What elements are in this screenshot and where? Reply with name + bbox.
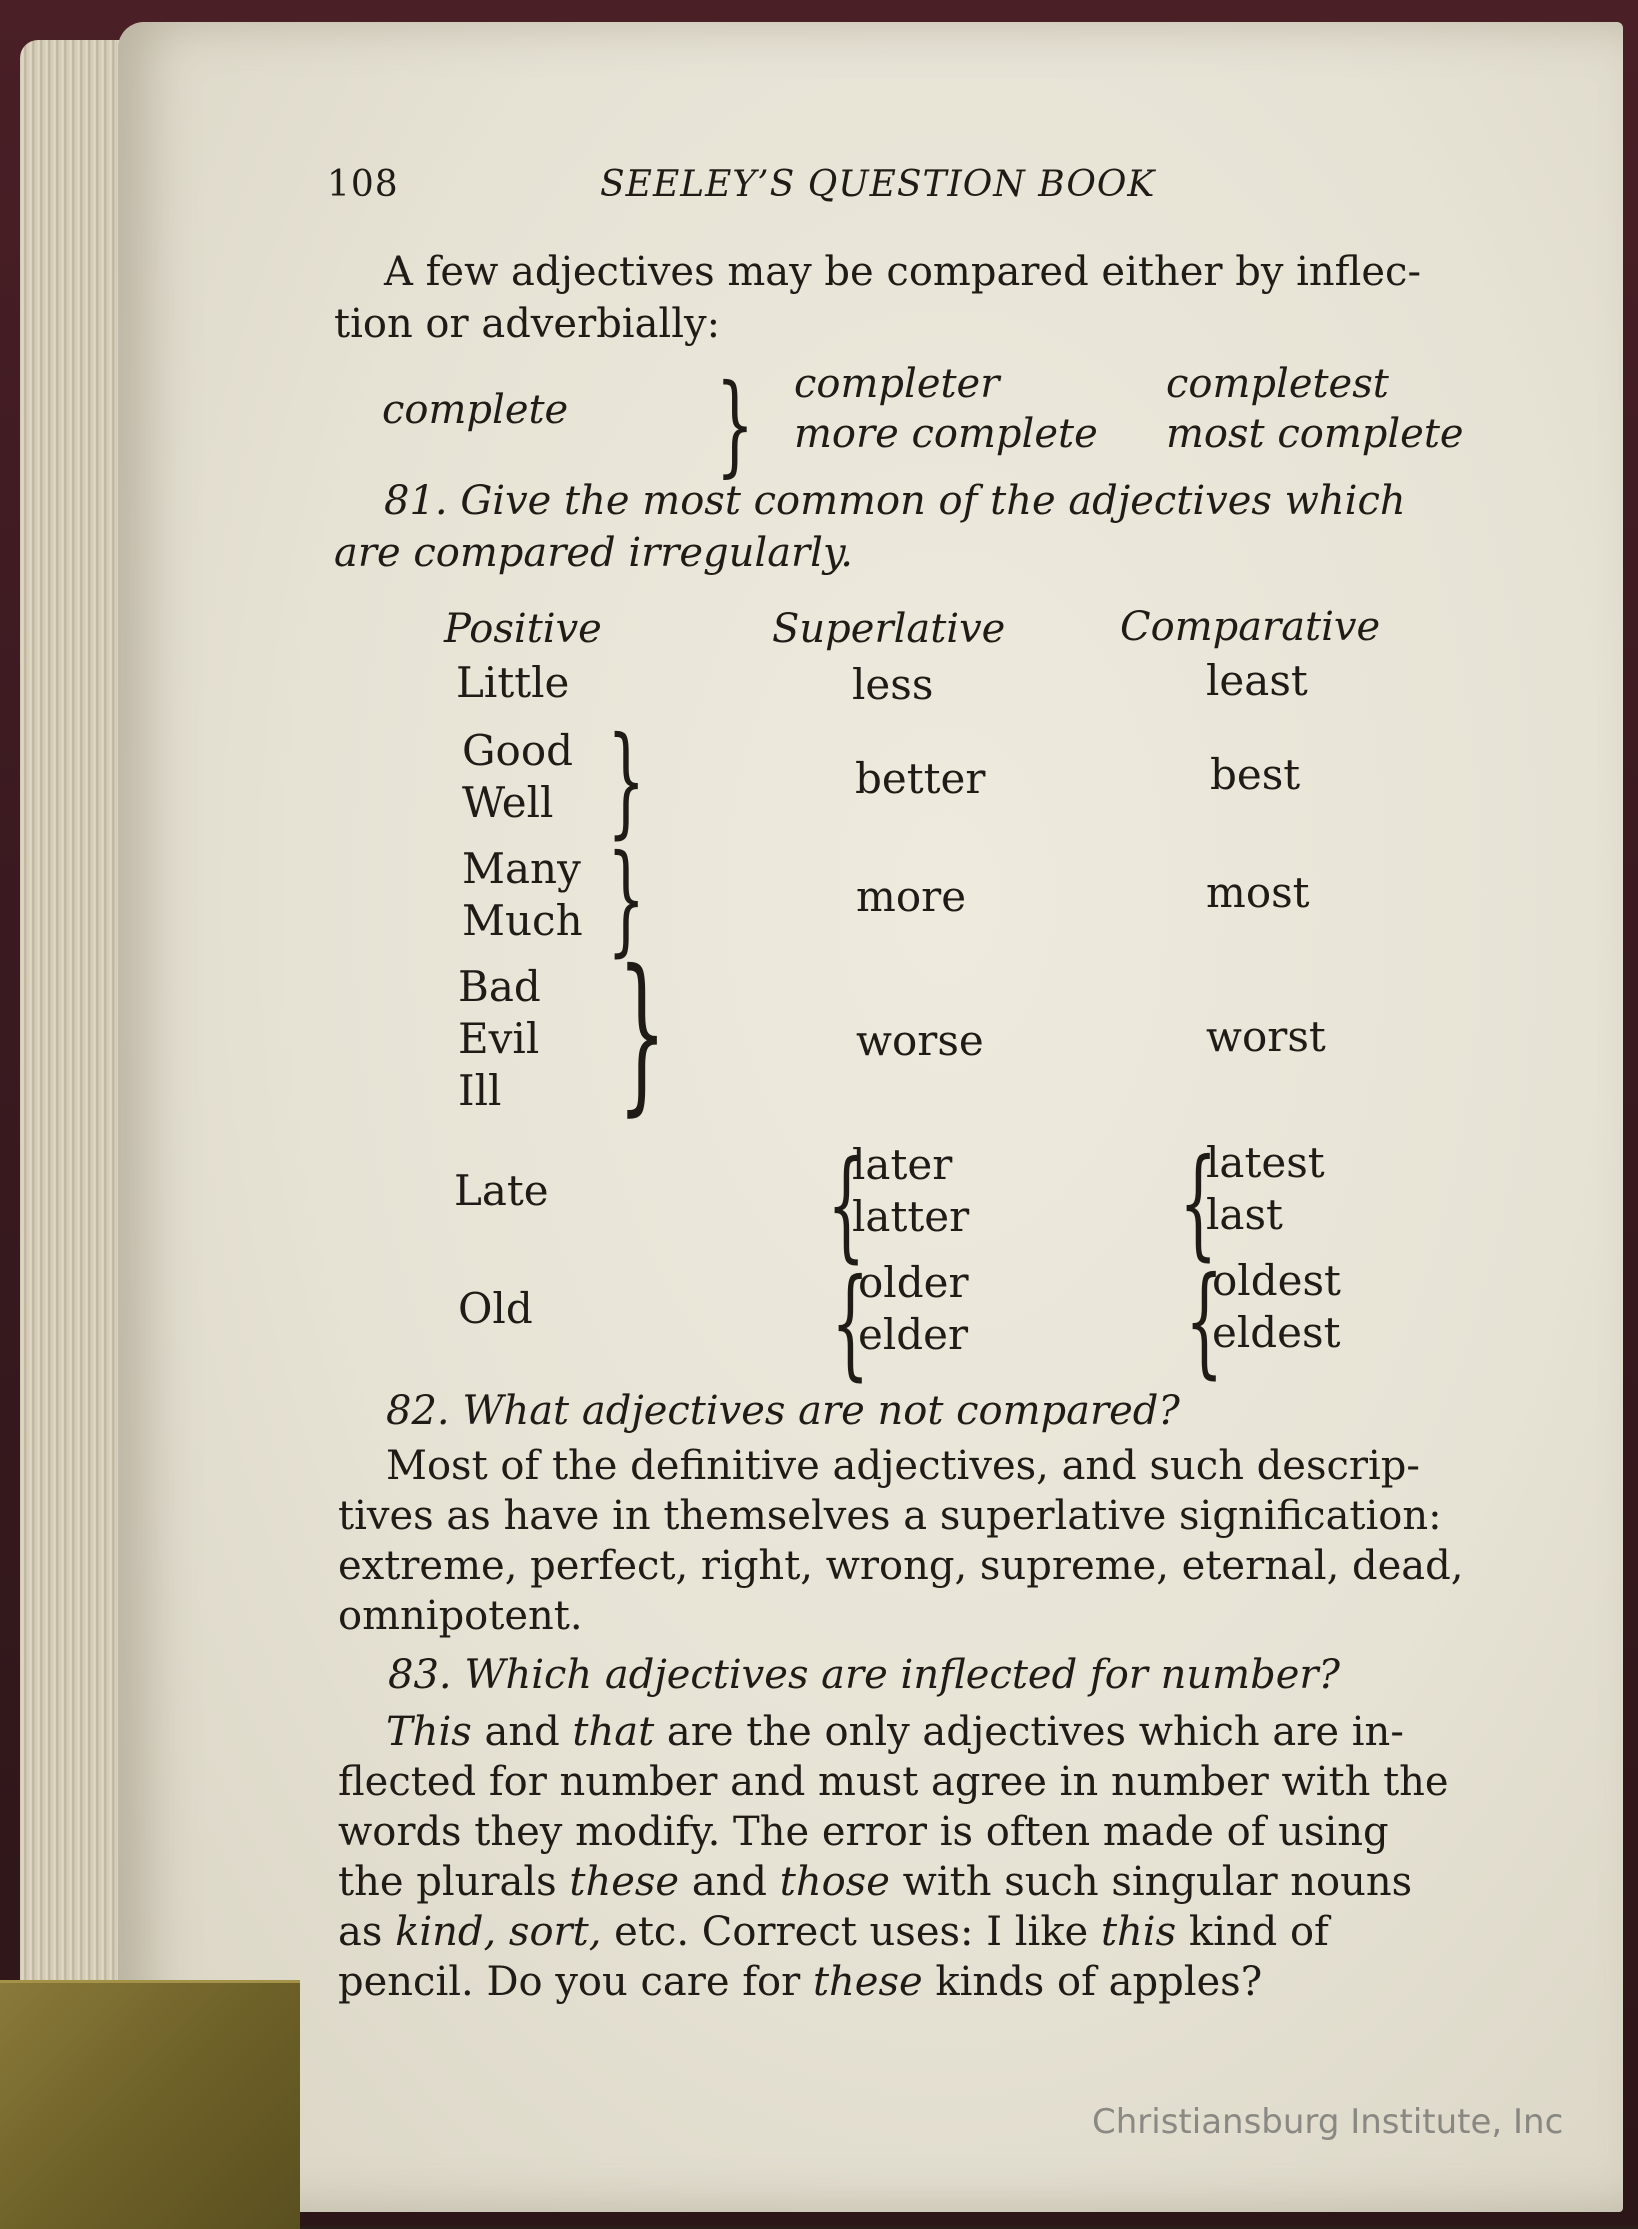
- table-row-little-second: less: [852, 660, 934, 709]
- example-superlative-2: most complete: [1166, 411, 1464, 457]
- table-row-good-brace: }: [607, 712, 646, 851]
- table-row-old-third-1: oldest: [1212, 1256, 1341, 1305]
- table-row-little-positive: Little: [456, 658, 570, 707]
- table-row-old-second-1: older: [858, 1258, 969, 1307]
- table-row-old-brace-2: {: [1185, 1252, 1224, 1391]
- table-row-old-positive: Old: [458, 1284, 533, 1333]
- text-span: and: [679, 1859, 780, 1905]
- answer-83-line-6: [338, 1958, 1262, 2007]
- page-number: 108: [327, 164, 399, 205]
- example-comparative-1: completer: [794, 361, 1000, 407]
- table-row-late-third-2: last: [1206, 1190, 1283, 1239]
- question-82: 82. What adjectives are not compared?: [386, 1388, 1180, 1434]
- table-row-bad-positive-1: Bad: [458, 962, 541, 1011]
- table-row-old-second-2: elder: [858, 1310, 969, 1359]
- table-row-good-third: best: [1210, 750, 1301, 799]
- table-row-bad-positive-3: Ill: [458, 1066, 502, 1115]
- table-row-late-brace-1: {: [827, 1136, 866, 1275]
- italic-these: these: [569, 1859, 680, 1905]
- text-span: kind of: [1176, 1909, 1329, 1955]
- table-header-positive: Positive: [444, 606, 602, 652]
- table-row-old-brace-1: {: [831, 1254, 870, 1393]
- answer-83-line-2: flected for number and must agree in number with the: [338, 1759, 1449, 1805]
- table-row-late-brace-2: {: [1179, 1134, 1218, 1273]
- table-row-late-positive: Late: [454, 1166, 549, 1215]
- intro-line-2: tion or adverbially:: [334, 301, 721, 347]
- question-83: 83. Which adjectives are inflected for number?: [388, 1652, 1340, 1698]
- running-title: SEELEY’S QUESTION BOOK: [600, 164, 1156, 205]
- table-row-old-third-2: eldest: [1212, 1308, 1341, 1357]
- table-row-good-second: better: [855, 754, 986, 803]
- answer-82-line-2: tives as have in themselves a superlative signification:: [338, 1493, 1442, 1539]
- text-span: are the only adjectives which are in-: [654, 1709, 1404, 1755]
- table-header-third: Comparative: [1120, 604, 1381, 650]
- table-header-second: Superlative: [772, 606, 1006, 652]
- italic-this: this: [1100, 1909, 1177, 1955]
- table-row-little-third: least: [1206, 656, 1308, 705]
- table-row-bad-positive-2: Evil: [458, 1014, 540, 1063]
- answer-83-line-4: [338, 1858, 1412, 1907]
- italic-that: that: [572, 1709, 655, 1755]
- text-span: kinds of apples?: [922, 1959, 1263, 2005]
- text-span: the plurals: [338, 1859, 570, 1905]
- table-row-late-third-1: latest: [1206, 1138, 1325, 1187]
- table-row-bad-brace: }: [617, 934, 667, 1132]
- answer-82-line-4: omnipotent.: [338, 1593, 583, 1639]
- answer-82-line-1: Most of the definitive adjectives, and such descrip-: [386, 1443, 1420, 1489]
- text-span: pencil. Do you care for: [338, 1959, 813, 2005]
- table-row-good-positive-1: Good: [462, 726, 574, 775]
- italic-kind-sort: kind, sort,: [395, 1909, 602, 1955]
- text-span: and: [471, 1709, 573, 1755]
- question-81-line-2: are compared irregularly.: [334, 530, 853, 576]
- example-positive: complete: [382, 387, 569, 433]
- text-span: etc. Correct uses: I like: [601, 1909, 1101, 1955]
- intro-line-1: A few adjectives may be compared either by inflec-: [384, 249, 1421, 295]
- table-row-many-third: most: [1206, 868, 1310, 917]
- watermark: Christiansburg Institute, Inc: [1092, 2102, 1564, 2142]
- answer-83-line-3: words they modify. The error is often made of using: [338, 1809, 1389, 1855]
- table-row-late-second-1: later: [852, 1140, 953, 1189]
- table-row-many-positive-1: Many: [462, 844, 581, 893]
- italic-these: these: [812, 1959, 923, 2005]
- table-row-many-brace: }: [607, 830, 646, 969]
- text-span: as: [338, 1909, 396, 1955]
- table-row-bad-third: worst: [1206, 1012, 1326, 1061]
- text-span: with such singular nouns: [889, 1859, 1413, 1905]
- italic-this: This: [386, 1709, 472, 1755]
- answer-83-line-5: [338, 1908, 1329, 1957]
- table-row-many-second: more: [856, 872, 967, 921]
- question-81-line-1: 81. Give the most common of the adjectives which: [384, 478, 1406, 524]
- table-row-late-second-2: latter: [852, 1192, 970, 1241]
- example-comparative-2: more complete: [794, 411, 1098, 457]
- answer-83-line-1: [386, 1708, 1404, 1757]
- table-row-good-positive-2: Well: [462, 778, 554, 827]
- table-row-many-positive-2: Much: [462, 896, 583, 945]
- answer-82-line-3: extreme, perfect, right, wrong, supreme, eternal, dead,: [338, 1543, 1464, 1589]
- example-brace: }: [715, 360, 755, 488]
- example-superlative-1: completest: [1166, 361, 1389, 407]
- table-row-bad-second: worse: [856, 1016, 984, 1065]
- italic-those: those: [779, 1859, 890, 1905]
